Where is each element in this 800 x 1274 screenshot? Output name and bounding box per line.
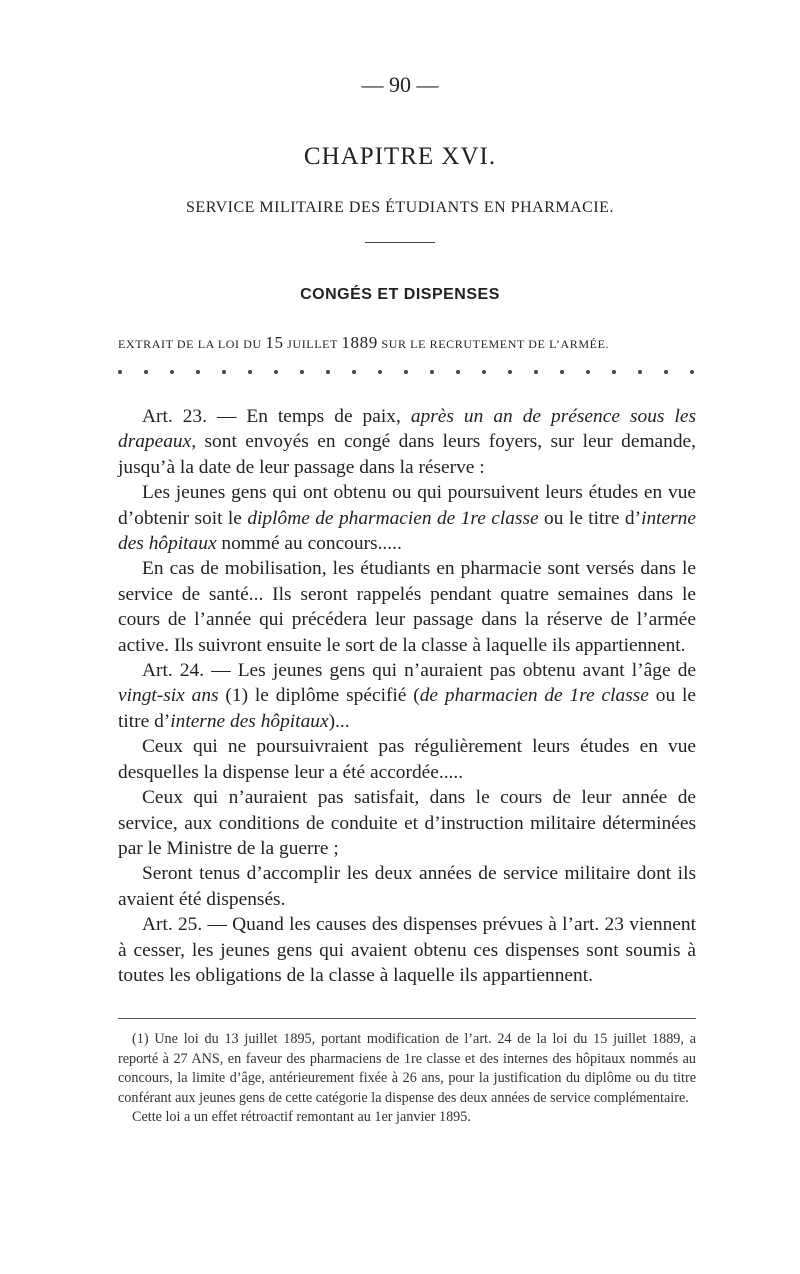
paragraph-studies: Ceux qui ne poursuivraient pas régulièrement leurs études en vue desquelles la dispense leur a été accordée.....	[118, 736, 696, 783]
page-number: — 90 —	[361, 72, 439, 97]
paragraph-eligible: Les jeunes gens qui ont obtenu ou qui poursuivent leurs études en vue d’obtenir soit le diplôme de pharmacien de 1re classe ou le titre d’interne des hôpitaux nommé au concours.....	[118, 482, 696, 555]
paragraph-art25: Art. 25. — Quand les causes des dispenses prévues à l’art. 23 viennent à cesser, les jeunes gens qui avaient obtenu ces dispenses sont soumis à toutes les obligations de la classe à laquelle ils appartiennent.	[118, 914, 696, 986]
chapter-subtitle: SERVICE MILITAIRE DES ÉTUDIANTS EN PHARMACIE.	[186, 199, 614, 216]
paragraph-conditions: Ceux qui n’auraient pas satisfait, dans le cours de leur année de service, aux conditions de conduite et d’instruction militaire déterminées par le Ministre de la guerre ;	[118, 787, 696, 859]
extract-part1: EXTRAIT DE LA LOI DU	[118, 337, 266, 351]
extract-heading	[118, 333, 698, 353]
footnote	[118, 1030, 696, 1128]
footnote-2: Cette loi a un effet rétroactif remontant au 1er janvier 1895.	[132, 1109, 471, 1126]
extract-day: 15	[265, 333, 284, 352]
extract-part3: SUR LE RECRUTEMENT DE L’ARMÉE.	[377, 337, 610, 351]
paragraph-art24: Art. 24. — Les jeunes gens qui n’auraient pas obtenu avant l’âge de vingt-six ans (1) le diplôme spécifié (de pharmacien de 1re classe ou le titre d’interne des hôpitaux)...	[118, 660, 696, 732]
ellipsis-dots	[118, 370, 694, 374]
section-title: CONGÉS ET DISPENSES	[300, 286, 500, 303]
main-text	[118, 404, 696, 988]
chapter-title: CHAPITRE XVI.	[303, 143, 497, 170]
paragraph-art23: Art. 23. — En temps de paix, après un an de présence sous les drapeaux, sont envoyés en congé dans leurs foyers, sur leur demande, jusqu’à la date de leur passage dans la réserve :	[118, 406, 696, 478]
footnote-divider	[118, 1018, 696, 1019]
extract-part2: JUILLET	[283, 337, 342, 351]
extract-year: 1889	[341, 333, 378, 352]
divider	[365, 242, 435, 243]
footnote-1: (1) Une loi du 13 juillet 1895, portant modification de l’art. 24 de la loi du 15 juillet 1889, a reporté à 27 ANS, en faveur des pharmaciens de 1re classe et des internes des hôpitaux nommés au concours, la limite d’âge, antérieurement fixée à 26 ans, pour la justification du diplôme ou du titre conférant aux jeunes gens de cette catégorie la dispense des deux années de service complémentaire.	[118, 1031, 696, 1106]
paragraph-mobilisation: En cas de mobilisation, les étudiants en pharmacie sont versés dans le service de santé... Ils seront rappelés pendant quatre semaines dans le cours de l’année qui précédera leur passage dans la réserve de l’armée active. Ils suivront ensuite le sort de la classe à laquelle ils appartiennent.	[118, 558, 696, 656]
paragraph-service: Seront tenus d’accomplir les deux années de service militaire dont ils avaient été dispensés.	[118, 863, 696, 910]
